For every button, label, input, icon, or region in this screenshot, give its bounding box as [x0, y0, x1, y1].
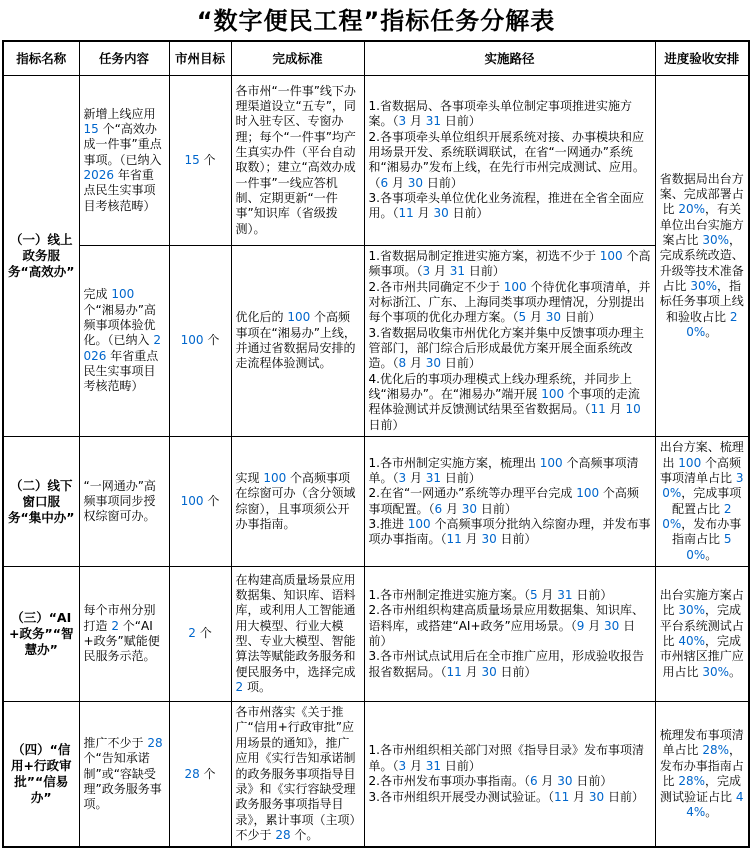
header-completion-standard: 完成标准 — [231, 41, 364, 75]
indicator-name-cell: （一）线上政务服务“高效办” — [3, 75, 79, 436]
path-step: 1.各市州制定推进实施方案。（5 月 31 日前） — [368, 588, 613, 602]
path-step: 2.在省“一网通办”系统等办理平台完成 100 个高频事项配置。（6 月 30 日前） — [368, 486, 639, 516]
completion-standard-cell: 优化后的 100 个高频事项在“湘易办”上线，并通过省数据局安排的走流程体验测试。 — [231, 245, 364, 436]
table-row — [3, 75, 749, 245]
task-content-cell: 每个市州分别打造 2 个“AI+政务”赋能便民服务示范。 — [79, 567, 169, 702]
completion-standard-cell: 各市州“一件事”线下办理渠道设立“五专”，同时入驻专区、专窗办理；每个“一件事”均产生真实办件（平台自动取数）；建立“高效办成一件事”一线应答机制、定期更新“一件事”知识库（省级拨测）。 — [231, 75, 364, 245]
header-implementation-path: 实施路径 — [364, 41, 655, 75]
path-step: 3.各市州组织开展受办测试验证。（11 月 30 日前） — [368, 789, 644, 804]
task-breakdown-table — [2, 40, 750, 848]
header-task-content: 任务内容 — [79, 41, 169, 75]
completion-standard-cell: 各市州落实《关于推广“信用+行政审批”应用场景的通知》，推广应用《实行告知承诺制的政务服务事项指导目录》和《实行容缺受理政务服务事项指导目录》，累计事项（主项）不少于 28 个。 — [231, 702, 364, 848]
table-row — [3, 437, 749, 567]
path-step: 3.推进 100 个高频事项分批纳入综窗办理，并发布事项办事指南。（11 月 30 日前） — [368, 517, 651, 547]
task-content-cell: 完成 100 个“湘易办”高频事项体验优化。（已纳入 2026 年省重点民生实事项目考核范畴） — [79, 245, 169, 436]
progress-acceptance-cell: 省数据局出台方案、完成部署占比 20%，有关单位出台实施方案占比 30%，完成系统改造、升级等技术准备占比 30%，指标任务事项上线和验收占比 20%。 — [655, 75, 749, 436]
indicator-name-cell: （二）线下窗口服务“集中办” — [3, 437, 79, 567]
page-title: “数字便民工程”指标任务分解表 — [196, 7, 556, 35]
path-step: 2.各市州组织构建高质量场景应用数据集、知识库、语料库，或搭建“AI+政务”应用场景。（9 月 30 日前） — [368, 603, 644, 649]
path-step: 4.优化后的事项办理模式上线办理系统，并同步上线“湘易办”。在“湘易办”端开展 100 个事项的走流程体验测试并反馈测试结果至省数据局。（11 月 10 日前） — [368, 371, 641, 432]
path-step: 2.各市州共同确定不少于 100 个待优化事项清单，并对标浙江、广东、上海同类事项办理情况，分别提出每个事项的优化办理方案。（5 月 30 日前） — [368, 279, 651, 325]
implementation-path-cell — [364, 437, 655, 567]
indicator-name-cell: （四）“信用+行政审批”“信易办” — [3, 702, 79, 848]
city-target-cell: 2 个 — [169, 567, 231, 702]
city-target-cell: 100 个 — [169, 437, 231, 567]
city-target-cell: 28 个 — [169, 702, 231, 848]
completion-standard-cell: 在构建高质量场景应用数据集、知识库、语料库，或利用人工智能通用大模型、行业大模型、专业大模型、智能算法等赋能政务服务和便民服务中，选择完成 2 项。 — [231, 567, 364, 702]
path-step: 2.各市州发布事项办事指南。（6 月 30 日前） — [368, 774, 613, 789]
path-step: 3.各事项牵头单位优化业务流程，推进在全省全面应用。（11 月 30 日前） — [368, 191, 644, 221]
path-step: 1.各市州制定实施方案，梳理出 100 个高频事项清单。（3 月 31 日前） — [368, 455, 639, 485]
completion-standard-cell: 实现 100 个高频事项在综窗可办（含分领域综窗），且事项须公开办事指南。 — [231, 437, 364, 567]
progress-acceptance-cell: 梳理发布事项清单占比 28%，发布办事指南占比 28%，完成测试验证占比 44%。 — [655, 702, 749, 848]
path-step: 1.各市州组织相关部门对照《指导目录》发布事项清单。（3 月 31 日前） — [368, 743, 644, 773]
header-indicator-name: 指标名称 — [3, 41, 79, 75]
header-progress-acceptance: 进度验收安排 — [655, 41, 749, 75]
implementation-path-cell — [364, 567, 655, 702]
path-step: 2.各事项牵头单位组织开展系统对接、办事模块和应用场景开发、系统联调联试，在省“一网通办”系统和“湘易办”发布上线，在先行市州完成测试、应用。（6 月 30 日前） — [368, 129, 645, 190]
path-step: 3.省数据局收集市州优化方案并集中反馈事项办理主管部门，部门综合后形成最优方案开展全面系统改造。（8 月 30 日前） — [368, 325, 644, 371]
implementation-path-cell — [364, 702, 655, 848]
table-row — [3, 567, 749, 702]
implementation-path-cell — [364, 75, 655, 245]
task-content-cell: “一网通办”高频事项同步授权综窗可办。 — [79, 437, 169, 567]
city-target-cell: 15 个 — [169, 75, 231, 245]
table-row — [3, 702, 749, 848]
header-city-target: 市州目标 — [169, 41, 231, 75]
task-content-cell: 推广不少于 28 个“告知承诺制”或“容缺受理”政务服务事项。 — [79, 702, 169, 848]
progress-acceptance-cell: 出台实施方案占比 30%，完成平台系统测试占比 40%，完成市州辖区推广应用占比 30%。 — [655, 567, 749, 702]
table-row — [3, 245, 749, 436]
path-step: 1.省数据局、各事项牵头单位制定事项推进实施方案。（3 月 31 日前） — [368, 98, 632, 129]
implementation-path-cell — [364, 245, 655, 436]
task-content-cell: 新增上线应用 15 个“高效办成一件事”重点事项。（已纳入 2026 年省重点民生实事项目考核范畴） — [79, 75, 169, 245]
header-row — [3, 41, 749, 75]
path-step: 1.省数据局制定推进实施方案，初选不少于 100 个高频事项。（3 月 31 日前） — [368, 248, 651, 279]
progress-acceptance-cell: 出台方案、梳理出 100 个高频事项清单占比 30%，完成事项配置占比 20%，发布办事指南占比 50%。 — [655, 437, 749, 567]
indicator-name-cell: （三）“AI+政务”“智慧办” — [3, 567, 79, 702]
path-step: 3.各市州试点试用后在全市推广应用，形成验收报告报省数据局。（11 月 30 日前） — [368, 649, 644, 679]
city-target-cell: 100 个 — [169, 245, 231, 436]
